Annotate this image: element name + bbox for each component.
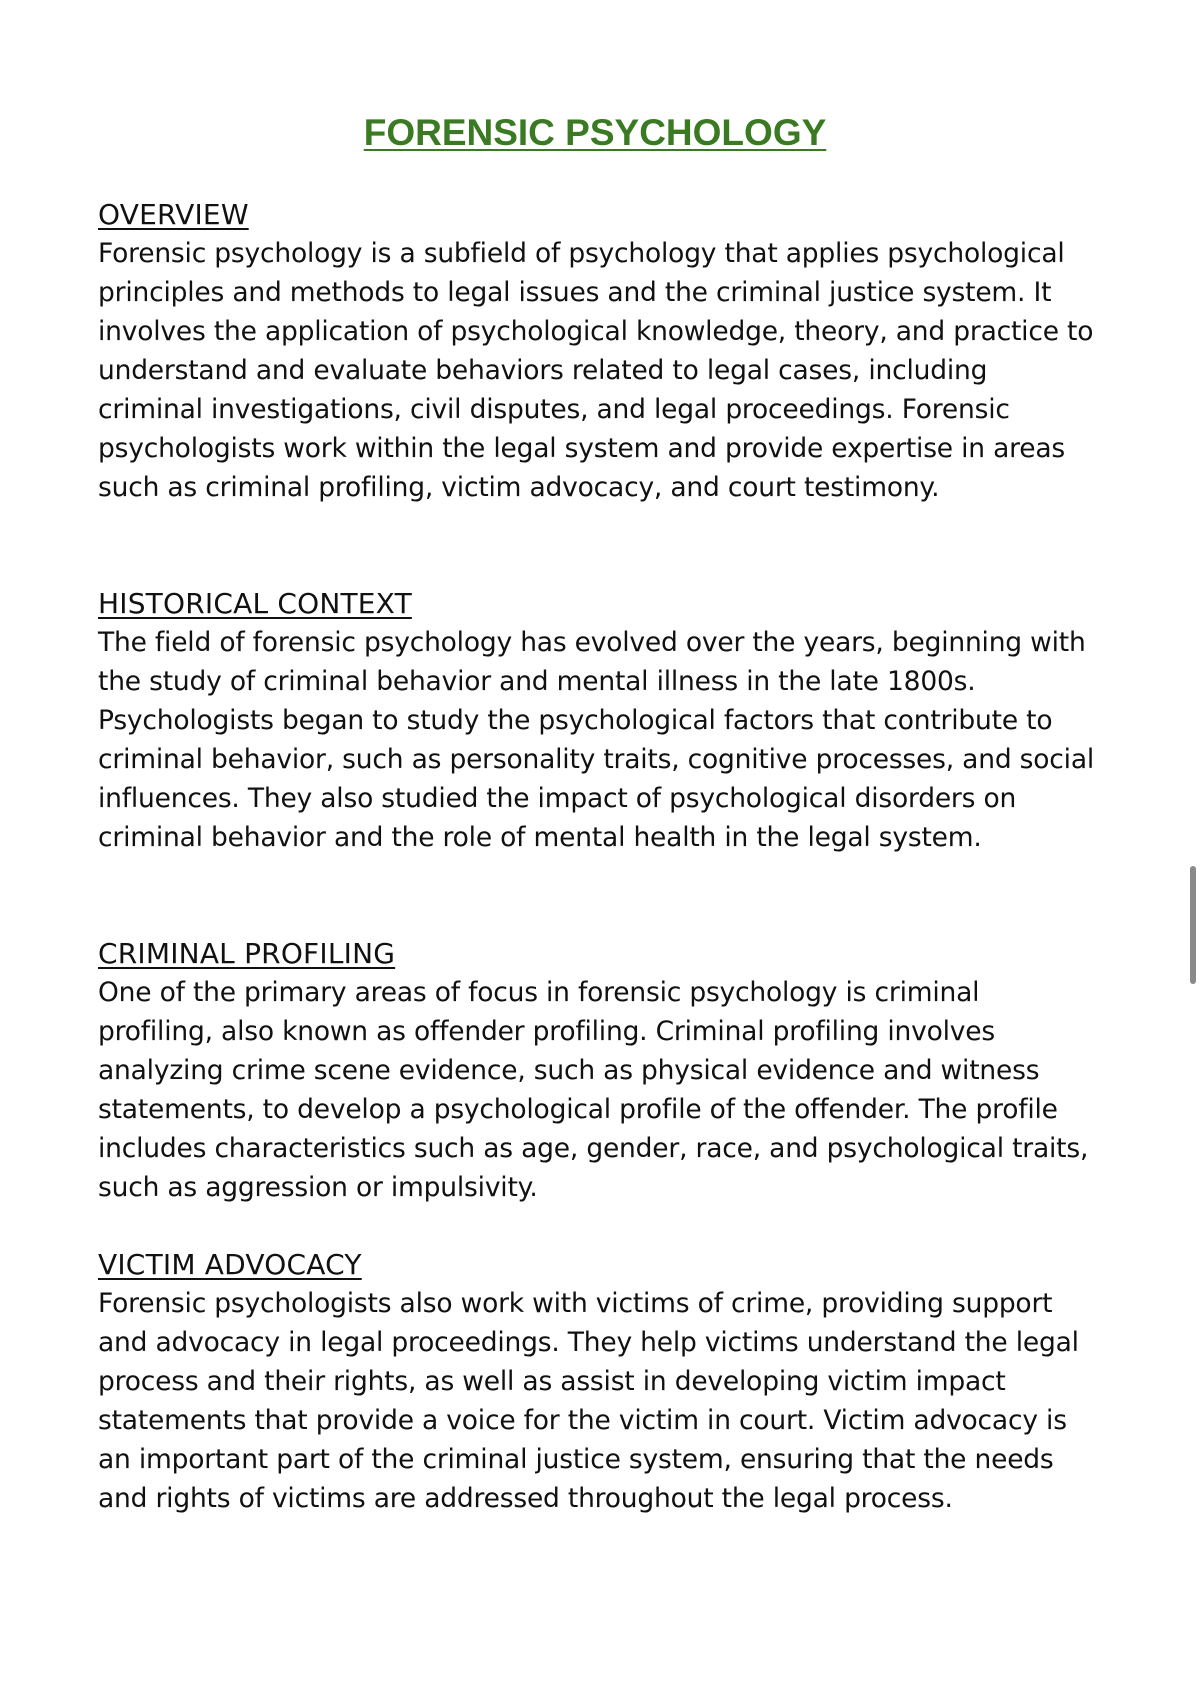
section-overview <box>98 195 1098 507</box>
section-victim-advocacy <box>98 1245 1098 1518</box>
section-historical-context <box>98 584 1098 857</box>
page-title: FORENSIC PSYCHOLOGY <box>363 112 827 153</box>
section-criminal-profiling <box>98 934 1098 1207</box>
section-heading-victim-advocacy: VICTIM ADVOCACY <box>98 1248 362 1281</box>
vertical-scrollbar[interactable] <box>1190 866 1196 984</box>
section-body-historical-context: The field of forensic psychology has evolved over the years, beginning with the study of criminal behavior and mental illness in the late 1800s. Psychologists began to study the psychological factors that contribute to criminal behavior, such as personality traits, cognitive processes, and social influences. They also studied the impact of psychological disorders on criminal behavior and the role of mental health in the legal system. <box>98 627 1095 853</box>
section-body-victim-advocacy: Forensic psychologists also work with victims of crime, providing support and advocacy in legal proceedings. They help victims understand the legal process and their rights, as well as assist in developing victim impact statements that provide a voice for the victim in court. Victim advocacy is an important part of the criminal justice system, ensuring that the needs and rights of victims are addressed throughout the legal process. <box>98 1288 1079 1514</box>
section-heading-criminal-profiling: CRIMINAL PROFILING <box>98 937 396 970</box>
section-body-criminal-profiling: One of the primary areas of focus in forensic psychology is criminal profiling, also known as offender profiling. Criminal profiling involves analyzing crime scene evidence, such as physical evidence and witness statements, to develop a psychological profile of the offender. The profile includes characteristics such as age, gender, race, and psychological traits, such as aggression or impulsivity. <box>98 977 1089 1203</box>
section-body-overview: Forensic psychology is a subfield of psychology that applies psychological principles and methods to legal issues and the criminal justice system. It involves the application of psychological knowledge, theory, and practice to understand and evaluate behaviors related to legal cases, including criminal investigations, civil disputes, and legal proceedings. Forensic psychologists work within the legal system and provide expertise in areas such as criminal profiling, victim advocacy, and court testimony. <box>98 238 1094 503</box>
section-heading-historical-context: HISTORICAL CONTEXT <box>98 587 412 620</box>
section-heading-overview: OVERVIEW <box>98 198 249 231</box>
